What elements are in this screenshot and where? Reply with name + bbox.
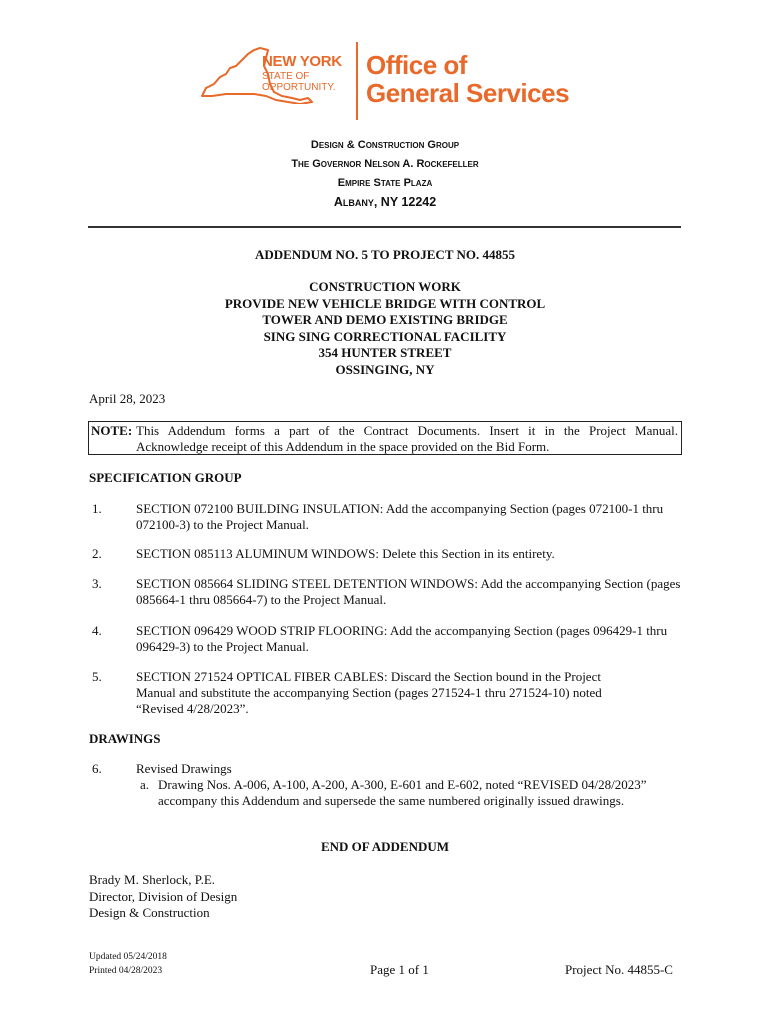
item-number: 6. xyxy=(92,761,102,776)
address-block xyxy=(0,136,770,212)
project-line-6: OSSINGING, NY xyxy=(335,361,435,377)
project-line-2: PROVIDE NEW VEHICLE BRIDGE WITH CONTROL xyxy=(224,295,546,311)
addendum-title: ADDENDUM NO. 5 TO PROJECT NO. 44855 xyxy=(254,247,516,262)
ogs-line-1: Office of xyxy=(366,50,467,80)
note-line-1: This Addendum forms a part of the Contract Documents. Insert it in the Project Manual. xyxy=(136,423,678,438)
item-text: SECTION 271524 OPTICAL FIBER CABLES: Discard the Section bound in the Project Manual and substitute the accompanying Section (pages 271524-1 thru 271524-10) noted “Revised 4/28/2023”. xyxy=(136,669,602,716)
ny-subtitle-2: OPPORTUNITY. xyxy=(262,82,336,93)
address-line-4: Albany, NY 12242 xyxy=(333,195,437,209)
ogs-line-2: General Services xyxy=(366,78,570,108)
item-number: 5. xyxy=(92,669,102,684)
drawing-item-title: Revised Drawings xyxy=(136,761,232,776)
item-text: SECTION 085664 SLIDING STEEL DETENTION WINDOWS: Add the accompanying Section (pages 085664-1 thru 085664-7) to the Project Manual. xyxy=(136,576,681,607)
item-text: SECTION 096429 WOOD STRIP FLOORING: Add the accompanying Section (pages 096429-1 thru 096429-3) to the Project Manual. xyxy=(136,623,668,654)
item-text: SECTION 085113 ALUMINUM WINDOWS: Delete this Section in its entirety. xyxy=(136,546,555,561)
item-number: 4. xyxy=(92,623,102,638)
address-line-1: Design & Construction Group xyxy=(310,139,460,151)
project-line-4: SING SING CORRECTIONAL FACILITY xyxy=(263,328,507,344)
document-date: April 28, 2023 xyxy=(89,391,166,406)
project-line-5: 354 HUNTER STREET xyxy=(318,345,452,360)
note-label: NOTE: xyxy=(91,423,133,438)
project-line-3: TOWER AND DEMO EXISTING BRIDGE xyxy=(262,312,508,327)
signature-block xyxy=(89,872,237,922)
ny-wordmark xyxy=(262,54,342,93)
note-box xyxy=(88,421,682,455)
footer-page-number: Page 1 of 1 xyxy=(370,962,429,977)
end-of-addendum: END OF ADDENDUM xyxy=(320,839,450,854)
footer-updated: Updated 05/24/2018 xyxy=(89,952,167,962)
sub-item-label: a. xyxy=(140,777,150,792)
ogs-wordmark xyxy=(366,51,569,107)
signatory-name: Brady M. Sherlock, P.E. xyxy=(89,872,216,887)
item-number: 2. xyxy=(92,546,102,561)
project-description xyxy=(0,279,770,378)
spec-group-heading: SPECIFICATION GROUP xyxy=(89,470,242,485)
footer-project-number: Project No. 44855-C xyxy=(565,962,673,977)
item-number: 3. xyxy=(92,576,102,591)
address-line-2: The Governor Nelson A. Rockefeller xyxy=(291,158,479,170)
address-line-3: Empire State Plaza xyxy=(337,177,433,189)
signatory-title: Director, Division of Design xyxy=(89,888,238,904)
ogs-logo xyxy=(196,42,576,122)
note-line-2: Acknowledge receipt of this Addendum in the space provided on the Bid Form. xyxy=(136,439,550,454)
drawings-heading: DRAWINGS xyxy=(89,731,161,746)
sub-item-text: Drawing Nos. A-006, A-100, A-200, A-300, E-601 and E-602, noted “REVISED 04/28/2023” accompany this Addendum and supersede the same numbered originally issued drawings. xyxy=(158,777,647,808)
footer-printed: Printed 04/28/2023 xyxy=(89,966,163,976)
ny-subtitle-1: STATE OF xyxy=(262,71,310,82)
item-text: SECTION 072100 BUILDING INSULATION: Add the accompanying Section (pages 072100-1 thru 072100-3) to the Project Manual. xyxy=(136,501,664,532)
project-line-1: CONSTRUCTION WORK xyxy=(309,279,461,294)
logo-divider xyxy=(356,42,358,120)
item-number: 1. xyxy=(92,501,102,516)
header-divider xyxy=(88,226,681,228)
ny-title: NEW YORK xyxy=(262,53,342,70)
signatory-dept: Design & Construction xyxy=(89,905,210,920)
